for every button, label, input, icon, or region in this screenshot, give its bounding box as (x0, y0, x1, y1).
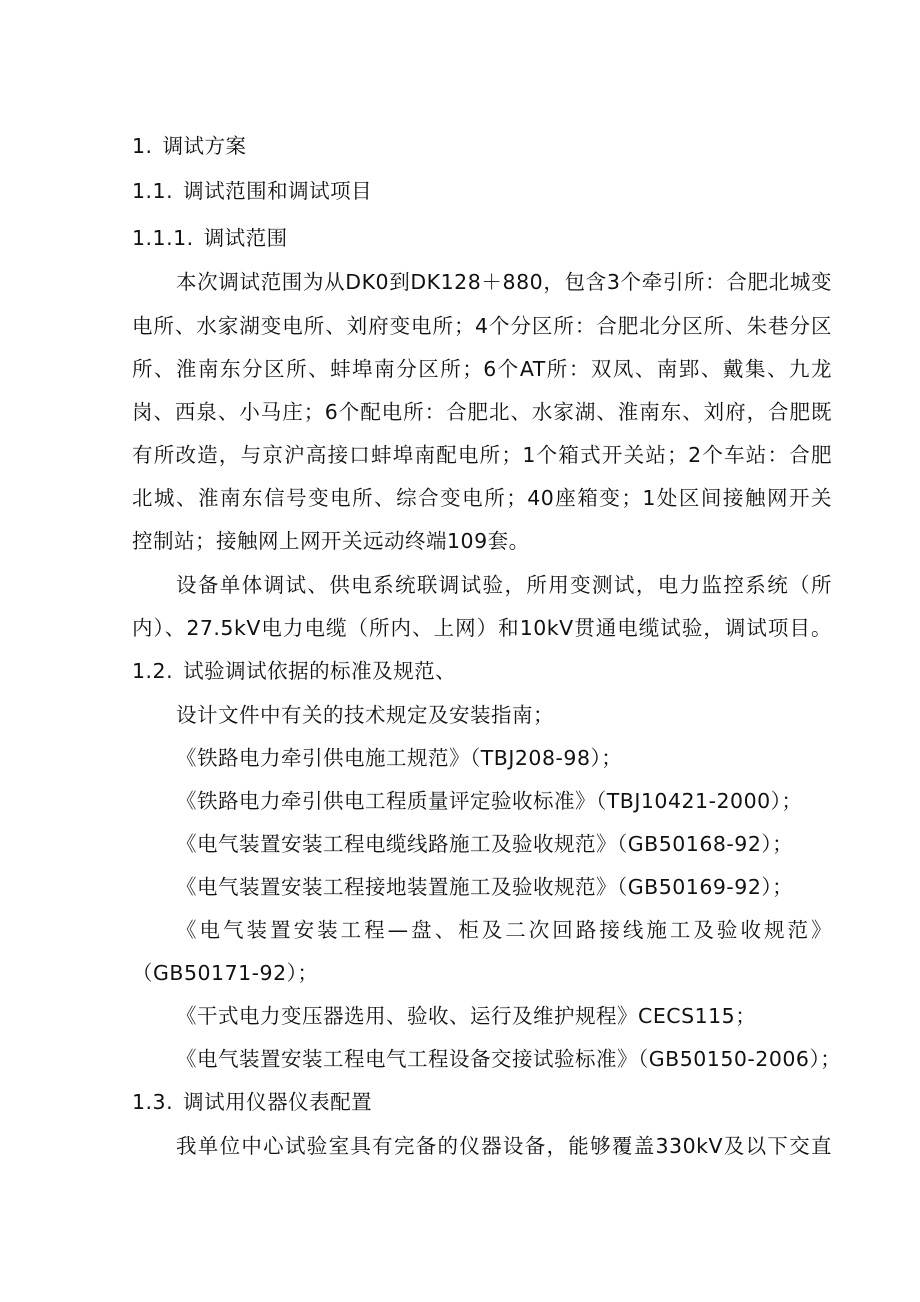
heading-number: 1.1.1. (132, 226, 194, 250)
heading-1-3 (132, 1088, 372, 1116)
standard-item-continuation: （GB50171-92）； (132, 961, 319, 985)
standard-item: 《铁路电力牵引供电工程质量评定验收标准》（TBJ10421-2000）； (176, 789, 803, 813)
scope-line-3: 所、淮南东分区所、蚌埠南分区所；6个AT所：双凤、南郢、戴集、九龙 (132, 357, 832, 381)
scope-line-4: 岗、西泉、小马庄；6个配电所：合肥北、水家湖、淮南东、刘府，合肥既 (132, 400, 832, 424)
standards-intro: 设计文件中有关的技术规定及安装指南； (176, 703, 554, 727)
items-line-2: 内）、27.5kV电力电缆（所内、上网）和10kV贯通电缆试验，调试项目。 (132, 616, 832, 640)
scope-line-2: 电所、水家湖变电所、刘府变电所；4个分区所：合肥北分区所、朱巷分区 (132, 314, 832, 338)
heading-1-1 (132, 177, 372, 205)
scope-line-6: 北城、淮南东信号变电所、综合变电所；40座箱变；1处区间接触网开关 (132, 486, 832, 510)
heading-text: 调试范围和调试项目 (183, 179, 373, 203)
heading-1-2 (132, 657, 456, 685)
standard-item: 《铁路电力牵引供电施工规范》（TBJ208-98）； (176, 746, 623, 770)
heading-number: 1.3. (132, 1090, 174, 1114)
heading-1 (132, 132, 247, 160)
standard-item: 《干式电力变压器选用、验收、运行及维护规程》CECS115； (176, 1004, 757, 1028)
items-line-1: 设备单体调试、供电系统联调试验，所用变测试，电力监控系统（所 (176, 573, 832, 597)
standard-item: 《电气装置安装工程电气工程设备交接试验标准》（GB50150-2006）； (176, 1047, 842, 1071)
scope-line-7: 控制站；接触网上网开关远动终端109套。 (132, 529, 530, 553)
standard-item: 《电气装置安装工程接地装置施工及验收规范》（GB50169-92）； (176, 875, 794, 899)
scope-line-1: 本次调试范围为从DK0到DK128＋880，包含3个牵引所：合肥北城变 (176, 270, 832, 294)
standard-item: 《电气装置安装工程电缆线路施工及验收规范》（GB50168-92）； (176, 832, 794, 856)
instruments-line-1: 我单位中心试验室具有完备的仪器设备，能够覆盖330kV及以下交直 (176, 1134, 832, 1158)
standard-item: 《电气装置安装工程—盘、柜及二次回路接线施工及验收规范》 (176, 918, 832, 942)
heading-text: 试验调试依据的标准及规范、 (183, 659, 457, 683)
heading-text: 调试用仪器仪表配置 (183, 1090, 373, 1114)
heading-1-1-1 (132, 224, 288, 252)
heading-text: 调试方案 (162, 134, 247, 158)
heading-text: 调试范围 (203, 226, 288, 250)
heading-number: 1.2. (132, 659, 174, 683)
heading-number: 1.1. (132, 179, 174, 203)
heading-number: 1. (132, 134, 153, 158)
scope-line-5: 有所改造，与京沪高接口蚌埠南配电所；1个箱式开关站；2个车站：合肥 (132, 443, 832, 467)
